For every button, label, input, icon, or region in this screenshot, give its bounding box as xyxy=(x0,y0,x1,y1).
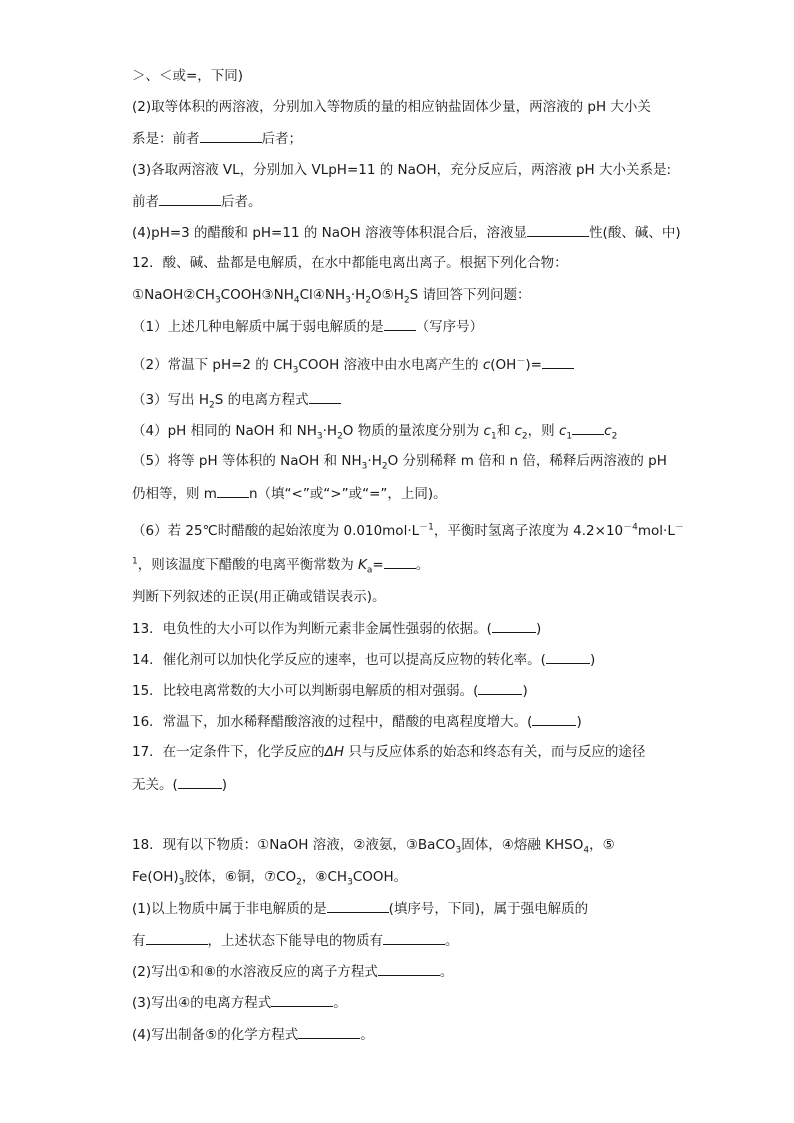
text-line-l17 xyxy=(132,587,386,607)
text-run: (2)写出①和⑧的水溶液反应的离子方程式 xyxy=(132,964,378,980)
text-run: 仍相等，则 m xyxy=(132,486,217,502)
answer-blank[interactable] xyxy=(384,316,416,331)
answer-blank[interactable] xyxy=(384,554,416,569)
subscript: 1 xyxy=(490,431,497,442)
text-run: (4)pH=3 的醋酸和 pH=11 的 NaOH 溶液等体积混合后，溶液显 xyxy=(132,225,528,241)
subscript: 3 xyxy=(178,877,185,888)
italic-symbol: c xyxy=(604,423,612,439)
text-run: ) xyxy=(522,683,528,699)
text-run: ) xyxy=(221,777,228,793)
subscript: 3 xyxy=(345,295,351,306)
text-line-l27 xyxy=(132,930,459,951)
text-run: (1)以上物质中属于非电解质的是 xyxy=(132,901,327,917)
text-run: ，⑧CH xyxy=(301,869,348,885)
text-run: (OH xyxy=(490,357,517,373)
text-line-l10 xyxy=(132,354,574,375)
text-line-l30 xyxy=(132,1024,374,1045)
text-run: ，则 xyxy=(527,423,559,439)
answer-blank[interactable] xyxy=(478,680,522,695)
text-run: 17．在一定条件下，化学反应的 xyxy=(132,744,325,760)
text-line-l04 xyxy=(132,160,671,180)
answer-blank[interactable] xyxy=(527,222,589,237)
text-run: = xyxy=(372,557,384,573)
text-line-l15 xyxy=(132,521,684,541)
text-line-l07 xyxy=(132,253,568,273)
text-run: Cl④NH xyxy=(299,287,346,303)
text-run: COOH。 xyxy=(352,869,408,885)
answer-blank[interactable] xyxy=(546,649,590,664)
superscript: － xyxy=(674,522,684,533)
text-line-l03 xyxy=(132,128,302,149)
superscript: －4 xyxy=(623,522,638,533)
text-line-l28 xyxy=(132,961,453,982)
text-run: ·H xyxy=(367,453,382,469)
answer-blank[interactable] xyxy=(217,483,249,498)
subscript: 2 xyxy=(337,431,343,442)
text-line-l25 xyxy=(132,867,407,887)
text-run: ，⑤ xyxy=(589,837,615,853)
italic-symbol: K xyxy=(358,557,367,573)
text-run: 。 xyxy=(445,933,459,949)
text-run: ，则该温度下醋酸的电离平衡常数为 xyxy=(137,557,359,573)
text-run: n（填“<”或“>”或“=”，上同)。 xyxy=(248,486,447,502)
text-run: 18．现有以下物质：①NaOH 溶液，②液氨，③BaCO xyxy=(132,837,456,853)
subscript: 3 xyxy=(455,845,462,856)
answer-blank[interactable] xyxy=(271,992,333,1007)
text-run: ，上述状态下能导电的物质有 xyxy=(207,933,383,949)
text-run: （6）若 25℃时醋酸的起始浓度为 0.010mol·L xyxy=(132,523,420,539)
text-run: 13．电负性的大小可以作为判断元素非金属性强弱的依据。( xyxy=(132,621,492,637)
italic-symbol: c xyxy=(514,423,522,439)
text-run: )= xyxy=(525,357,542,373)
answer-blank[interactable] xyxy=(532,711,576,726)
text-run: 胶体，⑥铜，⑦CO xyxy=(184,869,297,885)
text-line-l18 xyxy=(132,618,541,639)
text-run: (填序号，下同)，属于强电解质的 xyxy=(388,901,589,917)
text-run: 。 xyxy=(439,964,454,980)
answer-blank[interactable] xyxy=(146,930,208,945)
answer-blank[interactable] xyxy=(572,420,604,435)
text-line-l05 xyxy=(132,191,262,212)
text-line-l06 xyxy=(132,222,681,243)
text-run: 系是：前者 xyxy=(132,131,200,147)
subscript: 2 xyxy=(296,877,302,888)
text-line-l09 xyxy=(132,316,483,337)
text-line-l12 xyxy=(132,420,617,441)
subscript: 2 xyxy=(611,431,618,442)
text-line-l16 xyxy=(132,554,429,575)
superscript: － xyxy=(516,356,526,367)
text-run: (4)写出制备⑤的化学方程式 xyxy=(132,1027,299,1043)
text-line-l11 xyxy=(132,389,341,410)
text-run: 后者。 xyxy=(221,194,262,210)
italic-symbol: c xyxy=(558,423,567,439)
italic-symbol: c xyxy=(482,357,491,373)
text-line-l26 xyxy=(132,898,588,919)
text-run: 。 xyxy=(415,557,430,573)
answer-blank[interactable] xyxy=(309,389,341,404)
subscript: 2 xyxy=(209,400,215,411)
text-run: 。 xyxy=(333,995,347,1011)
text-line-l22 xyxy=(132,742,645,762)
text-run: （写序号） xyxy=(415,319,484,335)
subscript: 3 xyxy=(361,461,368,472)
answer-blank[interactable] xyxy=(542,354,574,369)
text-run: ΔH xyxy=(324,744,345,760)
text-run: （4）pH 相同的 NaOH 和 NH xyxy=(132,423,317,439)
answer-blank[interactable] xyxy=(378,961,440,976)
text-run: （3）写出 H xyxy=(132,392,210,408)
text-run: 固体，④熔融 KHSO xyxy=(461,837,584,853)
superscript: 1 xyxy=(132,556,138,567)
text-run: ) xyxy=(576,714,582,730)
text-run: O⑤H xyxy=(371,287,404,303)
subscript: 2 xyxy=(521,431,528,442)
text-line-l24 xyxy=(132,835,615,855)
text-line-l13 xyxy=(132,451,667,471)
answer-blank[interactable] xyxy=(178,774,222,789)
subscript: 4 xyxy=(293,295,300,306)
text-run: 后者； xyxy=(261,131,302,147)
text-run: 16．常温下，加水稀释醋酸溶液的过程中，醋酸的电离程度增大。( xyxy=(132,714,533,730)
text-line-l19 xyxy=(132,649,595,670)
text-run: (2)取等体积的两溶液，分别加入等物质的量的相应钠盐固体少量，两溶液的 pH 大小关 xyxy=(132,99,651,115)
text-run: ，平衡时氢离子浓度为 4.2×10 xyxy=(433,523,624,539)
answer-blank[interactable] xyxy=(159,191,221,206)
subscript: 3 xyxy=(347,877,353,888)
text-line-l29 xyxy=(132,992,347,1013)
subscript: 4 xyxy=(583,845,590,856)
text-run: ·H xyxy=(322,423,338,439)
subscript: a xyxy=(366,565,373,576)
text-run: COOH 溶液中由水电离产生的 xyxy=(298,357,483,373)
text-run: ＞、＜或=，下同) xyxy=(132,68,244,84)
text-line-l08 xyxy=(132,285,531,305)
text-run: COOH③NH xyxy=(220,287,294,303)
text-run: mol·L xyxy=(637,523,675,539)
text-line-l01 xyxy=(132,66,243,86)
text-run: 性(酸、碱、中) xyxy=(589,225,681,241)
text-run: 12．酸、碱、盐都是电解质，在水中都能电离出离子。根据下列化合物： xyxy=(132,255,568,271)
text-run: （5）将等 pH 等体积的 NaOH 和 NH xyxy=(132,453,362,469)
text-run: （1）上述几种电解质中属于弱电解质的是 xyxy=(132,319,384,335)
answer-blank[interactable] xyxy=(298,1024,360,1039)
answer-blank[interactable] xyxy=(492,618,536,633)
text-line-l20 xyxy=(132,680,528,701)
text-run: S 的电离方程式 xyxy=(214,392,309,408)
text-run: 判断下列叙述的正误(用正确或错误表示)。 xyxy=(132,589,386,605)
text-line-l21 xyxy=(132,711,582,732)
italic-symbol: c xyxy=(483,423,491,439)
text-line-l14 xyxy=(132,483,447,504)
text-run: 和 xyxy=(496,423,515,439)
text-run: ·H xyxy=(350,287,366,303)
superscript: －1 xyxy=(419,522,434,533)
subscript: 2 xyxy=(365,295,372,306)
text-run: O 物质的量浓度分别为 xyxy=(342,423,484,439)
answer-blank[interactable] xyxy=(200,128,262,143)
text-run: ) xyxy=(589,652,596,668)
text-run: 只与反应体系的始态和终态有关，而与反应的途径 xyxy=(344,744,646,760)
text-run: O 分别稀释 m 倍和 n 倍，稀释后两溶液的 pH xyxy=(387,453,667,469)
text-run: ①NaOH②CH xyxy=(132,287,215,303)
text-run: 15．比较电离常数的大小可以判断弱电解质的相对强弱。( xyxy=(132,683,479,699)
text-run: ) xyxy=(535,621,542,637)
text-run: 前者 xyxy=(132,194,159,210)
text-run: (3)写出④的电离方程式 xyxy=(132,995,272,1011)
text-run: S 请回答下列问题： xyxy=(409,287,531,303)
subscript: 1 xyxy=(566,431,573,442)
text-run: （2）常温下 pH=2 的 CH xyxy=(132,357,293,373)
subscript: 2 xyxy=(403,295,410,306)
text-line-l23 xyxy=(132,774,227,795)
text-line-l02 xyxy=(132,97,651,117)
subscript: 2 xyxy=(381,461,388,472)
subscript: 3 xyxy=(214,295,221,306)
answer-blank[interactable] xyxy=(383,930,445,945)
text-run: Fe(OH) xyxy=(132,869,179,885)
text-run: 无关。( xyxy=(132,777,178,793)
text-run: 。 xyxy=(360,1027,374,1043)
answer-blank[interactable] xyxy=(327,898,389,913)
text-run: 14．催化剂可以加快化学反应的速率，也可以提高反应物的转化率。( xyxy=(132,652,546,668)
subscript: 3 xyxy=(316,431,323,442)
text-run: (3)各取两溶液 VL，分别加入 VLpH=11 的 NaOH，充分反应后，两溶液 pH 大小关系是: xyxy=(132,162,672,178)
text-run: 有 xyxy=(132,933,146,949)
subscript: 3 xyxy=(292,365,299,376)
